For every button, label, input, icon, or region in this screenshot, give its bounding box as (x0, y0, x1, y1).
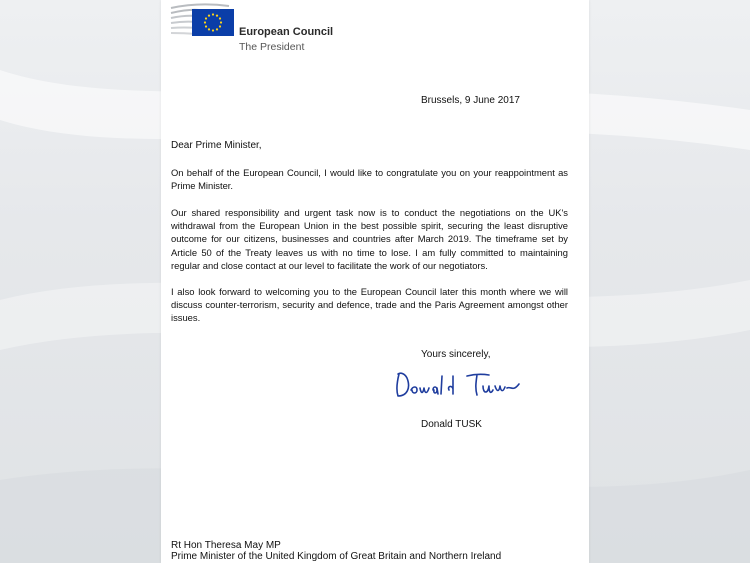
signer-name: Donald TUSK (421, 419, 482, 430)
eu-flag-icon (192, 9, 234, 36)
paragraph-3: I also look forward to welcoming you to the European Council later this month where we will discuss counter-terrorism, security and defence, trade and the Paris Agreement amongst other issues. (171, 286, 568, 324)
paragraph-2: Our shared responsibility and urgent task now is to conduct the negotiations on the UK's withdrawal from the European Union in the best possible spirit, securing the least disruptive outcome for our citizens, businesses and countries after March 2019. The timeframe set by Article 50 of the Treaty leaves us with no time to lose. I am fully committed to maintaining regular and close contact at our level to facilitate the work of our negotiators. (171, 207, 568, 271)
signature-icon (393, 366, 523, 402)
paragraph-1: On behalf of the European Council, I would like to congratulate you on your reappointment as Prime Minister. (171, 167, 568, 192)
salutation: Dear Prime Minister, (171, 140, 262, 151)
letter-date: Brussels, 9 June 2017 (421, 95, 520, 106)
letter-page (161, 0, 589, 563)
closing: Yours sincerely, (421, 349, 491, 360)
flag-stars (204, 13, 222, 31)
recipient-name: Rt Hon Theresa May MP (171, 540, 281, 551)
organization-name: European Council (239, 26, 334, 38)
office-title: The President (239, 41, 305, 53)
recipient-title: Prime Minister of the United Kingdom of Great Britain and Northern Ireland (171, 551, 502, 562)
